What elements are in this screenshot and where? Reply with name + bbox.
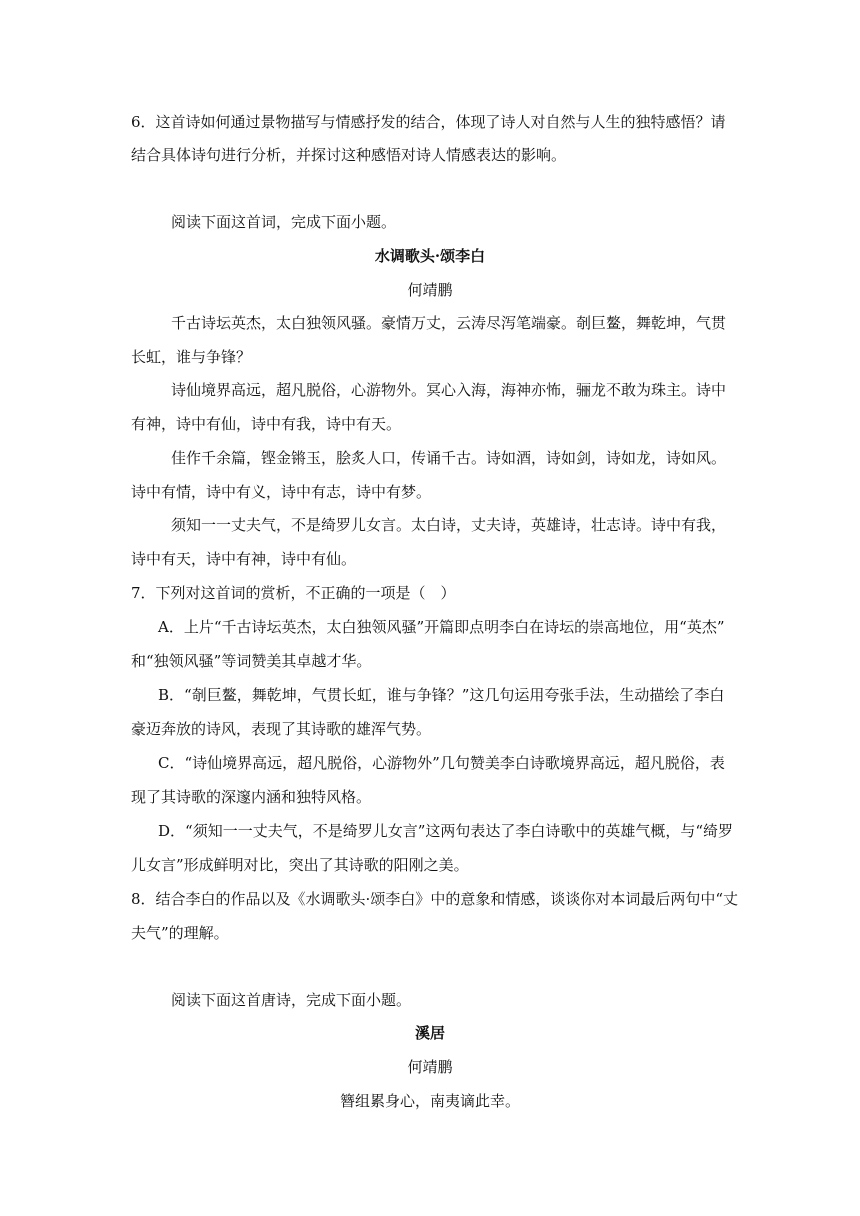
option-b-line-1: B．“剞巨鳌，舞乾坤，气贯长虹，谁与争锋？”这几句运用夸张手法，生动描绘了李白 bbox=[158, 686, 725, 704]
poem-1-para-2-line-1: 诗仙境界高远，超凡脱俗，心游物外。冥心入海，海神亦怖，骊龙不敢为珠主。诗中 bbox=[171, 381, 727, 399]
option-a-line-2: 和“独领风骚”等词赞美其卓越才华。 bbox=[131, 652, 372, 670]
poem-2-author: 何靖鹏 bbox=[407, 1058, 453, 1076]
poem-1-para-3-line-2: 诗中有情，诗中有义，诗中有志，诗中有梦。 bbox=[131, 483, 432, 501]
poem-2-title: 溪居 bbox=[414, 1024, 445, 1042]
poem-1-para-1-line-1: 千古诗坛英杰，太白独领风骚。豪情万丈，云涛尽泻笔端豪。剞巨鳌，舞乾坤，气贯 bbox=[171, 314, 727, 332]
poem-2-verse-1: 簪组累身心，南夷谪此幸。 bbox=[339, 1092, 520, 1110]
poem-1-para-3-line-1: 佳作千余篇，铿金锵玉，脍炙人口，传诵千古。诗如酒，诗如剑，诗如龙，诗如风。 bbox=[171, 449, 727, 467]
question-7-stem: 7．下列对这首词的赏析，不正确的一项是（ ） bbox=[131, 584, 456, 602]
question-6-line-1: 6．这首诗如何通过景物描写与情感抒发的结合，体现了诗人对自然与人生的独特感悟？请 bbox=[131, 113, 726, 131]
option-c-line-2: 现了其诗歌的深邃内涵和独特风格。 bbox=[131, 788, 372, 806]
option-b-line-2: 豪迈奔放的诗风，表现了其诗歌的雄浑气势。 bbox=[131, 720, 432, 738]
section-1-intro: 阅读下面这首词，完成下面小题。 bbox=[171, 213, 397, 231]
option-a-line-1: A．上片“千古诗坛英杰，太白独领风骚”开篇即点明李白在诗坛的崇高地位，用“英杰” bbox=[158, 618, 725, 636]
poem-1-title: 水调歌头·颂李白 bbox=[374, 247, 486, 265]
poem-1-para-2-line-2: 有神，诗中有仙，诗中有我，诗中有天。 bbox=[131, 415, 402, 433]
question-8-line-2: 夫气”的理解。 bbox=[131, 924, 229, 942]
option-d-line-1: D．“须知一一丈夫气，不是绮罗儿女言”这两句表达了李白诗歌中的英雄气概，与“绮罗 bbox=[158, 822, 734, 840]
option-c-line-1: C．“诗仙境界高远，超凡脱俗，心游物外”几句赞美李白诗歌境界高远，超凡脱俗，表 bbox=[158, 754, 725, 772]
poem-1-para-4-line-2: 诗中有天，诗中有神，诗中有仙。 bbox=[131, 550, 357, 568]
section-2-intro: 阅读下面这首唐诗，完成下面小题。 bbox=[171, 991, 412, 1009]
poem-1-para-4-line-1: 须知一一丈夫气，不是绮罗儿女言。太白诗，丈夫诗，英雄诗，壮志诗。诗中有我， bbox=[171, 516, 727, 534]
option-d-line-2: 儿女言”形成鲜明对比，突出了其诗歌的阳刚之美。 bbox=[131, 856, 469, 874]
poem-1-para-1-line-2: 长虹，谁与争锋？ bbox=[131, 348, 252, 366]
question-6-line-2: 结合具体诗句进行分析，并探讨这种感悟对诗人情感表达的影响。 bbox=[131, 146, 567, 164]
poem-1-author: 何靖鹏 bbox=[407, 281, 453, 299]
question-8-line-1: 8．结合李白的作品以及《水调歌头·颂李白》中的意象和情感，谈谈你对本词最后两句中“丈 bbox=[131, 890, 738, 908]
